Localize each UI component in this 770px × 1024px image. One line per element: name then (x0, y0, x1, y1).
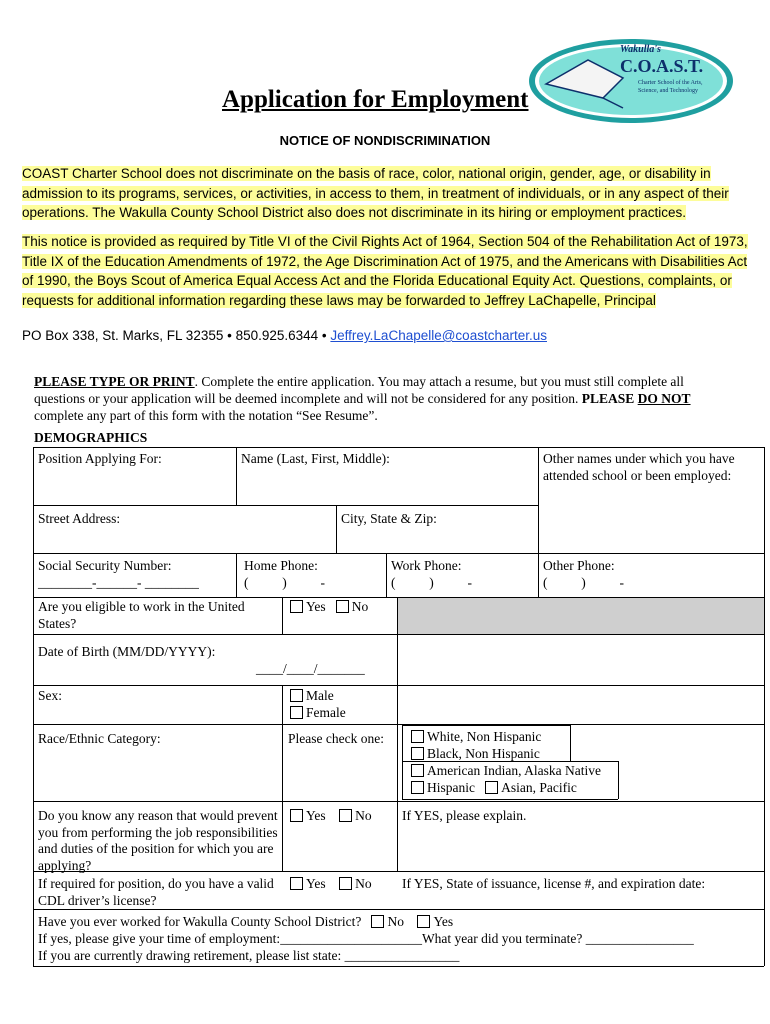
table-line (236, 447, 237, 505)
logo-main-text: C.O.A.S.T. (620, 56, 704, 76)
notice-heading: NOTICE OF NONDISCRIMINATION (279, 133, 491, 148)
table-line (282, 685, 283, 871)
logo-sub-line1: Charter School of the Arts, (638, 80, 703, 86)
prevent-no-checkbox[interactable] (339, 809, 352, 822)
logo-top-text: Wakulla's (620, 44, 661, 55)
dob-field[interactable]: ____/____/_______ (256, 661, 365, 676)
prevent-yes-checkbox[interactable] (290, 809, 303, 822)
cdl-label: If required for position, do you have a valid CDL driver’s license? (38, 876, 274, 908)
table-border-bottom (33, 966, 764, 967)
sex-female-option: Female (290, 705, 346, 722)
eligible-yes-checkbox[interactable] (290, 600, 303, 613)
contact-address: PO Box 338, St. Marks, FL 32355 • 850.925.6344 • (22, 328, 327, 343)
terminate-year-field[interactable]: ________________ (585, 931, 694, 946)
table-line (397, 685, 398, 871)
table-line (33, 685, 764, 686)
sex-label: Sex: (38, 688, 63, 703)
retirement-state-field[interactable]: _________________ (344, 948, 460, 963)
table-line (33, 909, 764, 910)
position-label: Position Applying For: (38, 451, 162, 466)
worked-no-checkbox[interactable] (371, 915, 384, 928)
black-checkbox[interactable] (411, 747, 424, 760)
white-checkbox[interactable] (411, 730, 424, 743)
eligible-options: Yes No (290, 599, 368, 616)
table-line (33, 505, 538, 506)
table-line (538, 447, 539, 597)
contact-email-link[interactable]: Jeffrey.LaChapelle@coastcharter.us (330, 328, 547, 343)
page-title: Application for Employment (222, 86, 529, 113)
work-phone-label: Work Phone: (391, 558, 462, 573)
logo-sub-line2: Science, and Technology (638, 88, 698, 94)
race-box-line (402, 725, 403, 799)
cdl-details-label: If YES, State of issuance, license #, and expiration date: (402, 876, 706, 891)
race-option-white: White, Non Hispanic (411, 729, 541, 746)
prevent-explain-label: If YES, please explain. (402, 808, 527, 823)
please-check-label: Please check one: (288, 731, 384, 746)
notice-paragraph-1: COAST Charter School does not discriminate on the basis of race, color, national origin, gender, age, or disability in admission to its programs, services, or activities, in access to them, in treatment of individuals, or in any aspect of their operations. The Wakulla County School District also does not discriminate in its hiring or employment practices. (22, 166, 729, 220)
employment-time-line: If yes, please give your time of employment:_____________________What year did you terminate? ________________ (38, 931, 694, 946)
table-border-top (33, 447, 764, 448)
table-line (282, 597, 283, 634)
city-state-zip-label: City, State & Zip: (341, 511, 437, 526)
notice-paragraph-2: This notice is provided as required by Title VI of the Civil Rights Act of 1964, Section 504 of the Rehabilitation Act of 1973, Title IX of the Education Amendments of 1972, the Age Discrimination Act of 1975, and the Americans with Disabilities Act of 1990, the Boys Scout of America Equal Access Act and the Florida Educational Equity Act. Questions, complaints, or requests for additional information regarding these laws may be forwarded to Jeffrey LaChapelle, Principal (22, 234, 748, 308)
sex-male-option: Male (290, 688, 334, 705)
demographics-heading: DEMOGRAPHICS (34, 430, 148, 445)
asian-checkbox[interactable] (485, 781, 498, 794)
other-phone-label: Other Phone: (543, 558, 615, 573)
female-checkbox[interactable] (290, 706, 303, 719)
work-phone-field[interactable]: ( ) - (391, 575, 472, 590)
name-label: Name (Last, First, Middle): (241, 451, 390, 466)
cdl-no-checkbox[interactable] (339, 877, 352, 890)
worked-yes-checkbox[interactable] (417, 915, 430, 928)
table-line (397, 634, 398, 685)
table-line (236, 553, 237, 597)
gray-shaded-cell (397, 597, 764, 634)
race-box-line (402, 799, 618, 800)
other-phone-field[interactable]: ( ) - (543, 575, 624, 590)
eligible-label: Are you eligible to work in the United States? (38, 599, 245, 631)
retirement-line: If you are currently drawing retirement, please list state: _________________ (38, 948, 460, 963)
worked-question: Have you ever worked for Wakulla County School District? No Yes (38, 914, 454, 929)
male-checkbox[interactable] (290, 689, 303, 702)
table-line (33, 634, 764, 635)
street-address-label: Street Address: (38, 511, 121, 526)
ssn-field[interactable]: ________-______- ________ (38, 575, 199, 590)
race-option-hispanic-asian: Hispanic Asian, Pacific (411, 780, 577, 797)
other-names-label: Other names under which you have attended school or been employed: (543, 451, 735, 483)
home-phone-label: Home Phone: (244, 558, 318, 573)
home-phone-field[interactable]: ( ) - (244, 575, 325, 590)
cdl-yes-checkbox[interactable] (290, 877, 303, 890)
coast-logo (528, 38, 735, 124)
prevent-label: Do you know any reason that would prevent you from performing the job responsibilities and duties of the position for which you are applying? (38, 808, 278, 873)
race-label: Race/Ethnic Category: (38, 731, 161, 746)
ssn-label: Social Security Number: (38, 558, 172, 573)
table-line (386, 553, 387, 597)
eligible-no-checkbox[interactable] (336, 600, 349, 613)
prevent-options: Yes No (290, 808, 372, 825)
table-line (33, 724, 764, 725)
employment-time-field[interactable]: _____________________ (280, 931, 422, 946)
hispanic-checkbox[interactable] (411, 781, 424, 794)
dob-label: Date of Birth (MM/DD/YYYY): (38, 644, 216, 659)
table-line (336, 505, 337, 553)
contact-line (22, 328, 547, 343)
instructions: PLEASE TYPE OR PRINT. Complete the entire application. You may attach a resume, but you must still complete all questions or your application will be deemed incomplete and will not be considered for any position. PLEASE DO NOT complete any part of this form with the notation “See Resume”. (34, 374, 691, 423)
table-line (33, 553, 764, 554)
table-line (33, 597, 764, 598)
race-box-line (570, 725, 571, 761)
race-box-line (402, 725, 570, 726)
table-border-right (764, 447, 765, 966)
table-line (33, 801, 764, 802)
race-option-american-indian: American Indian, Alaska Native (411, 763, 601, 780)
american-indian-checkbox[interactable] (411, 764, 424, 777)
cdl-options: Yes No (290, 876, 372, 893)
table-border-left (33, 447, 34, 966)
race-box-line (618, 761, 619, 799)
race-option-black: Black, Non Hispanic (411, 746, 540, 763)
table-line (397, 597, 398, 634)
